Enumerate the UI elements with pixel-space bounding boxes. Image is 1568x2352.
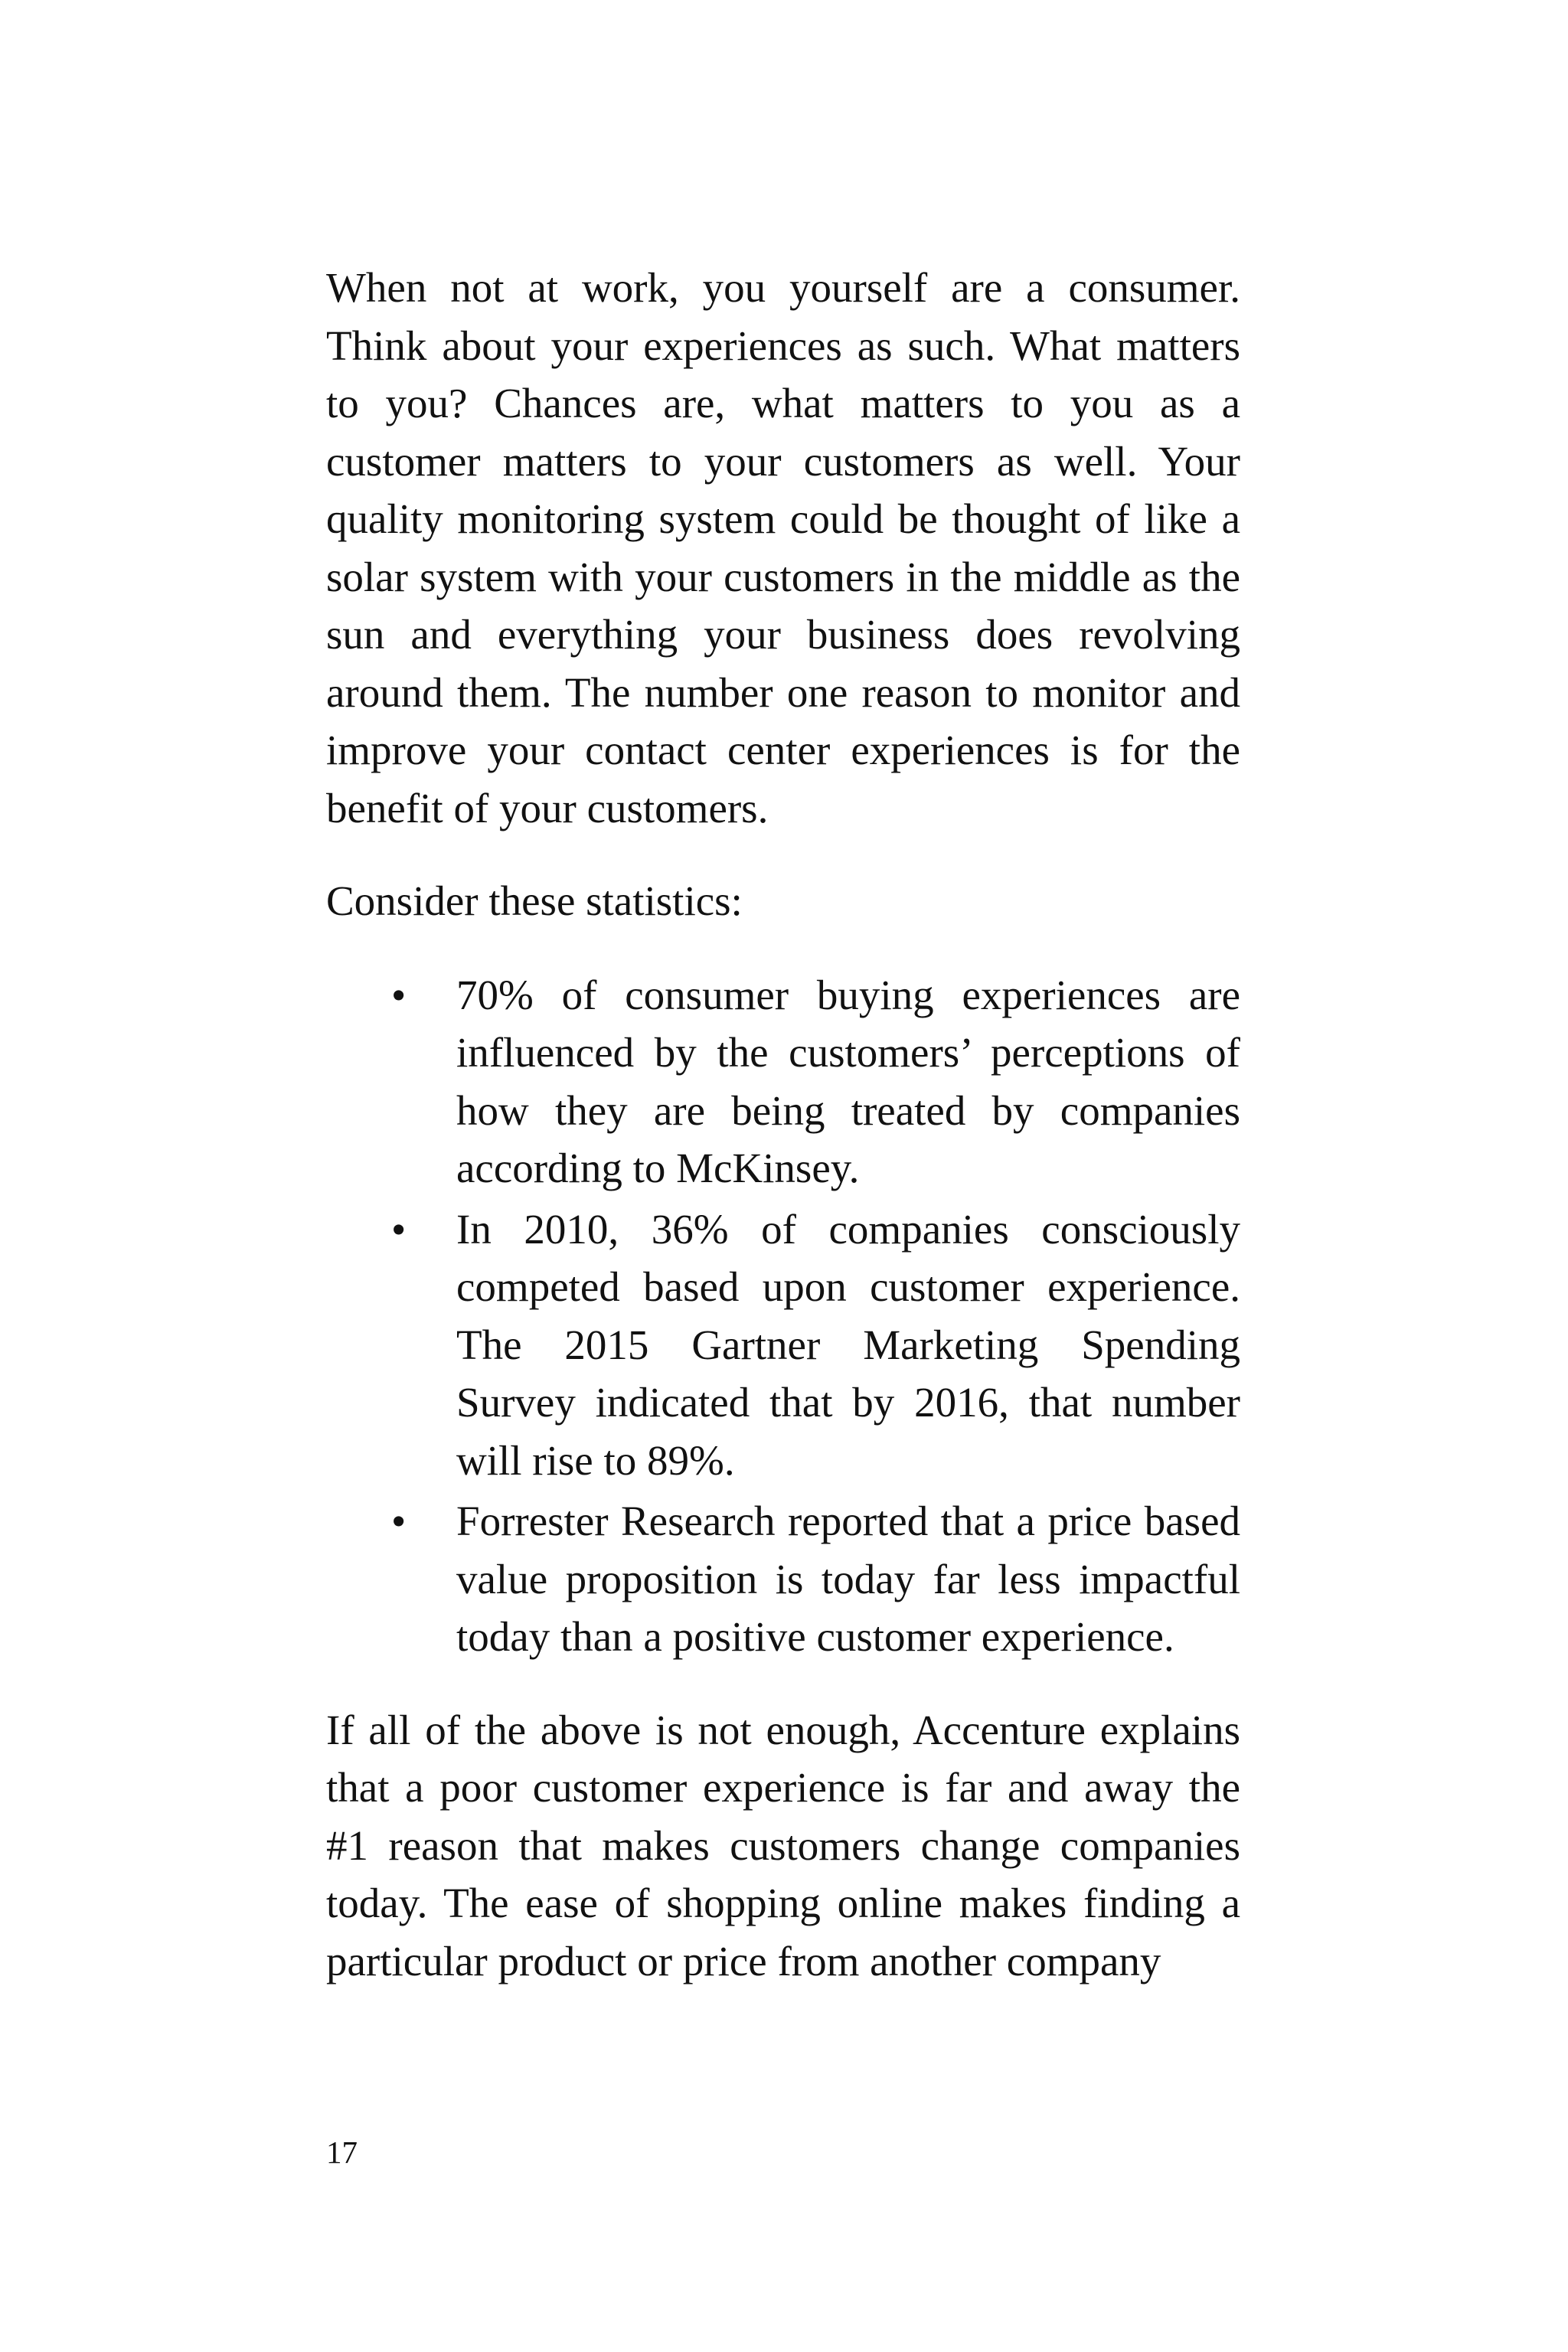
statistic-item-mckinsey bbox=[326, 966, 1240, 1197]
statistics-intro: Consider these statistics: bbox=[326, 877, 743, 924]
body-paragraph-accenture: If all of the above is not enough, Accenture explains that a poor customer experience is far and away the #1 reason that makes customers change companies today. The ease of shopping online makes finding a particular product or price from another company bbox=[326, 1706, 1240, 1984]
statistic-item-forrester bbox=[326, 1492, 1240, 1666]
page-content bbox=[326, 259, 1240, 1990]
bullet-icon: • bbox=[391, 1205, 407, 1253]
body-paragraph-consumer-experience: When not at work, you yourself are a consumer. Think about your experiences as such. What matters to you? Chances are, what matters to you as a customer matters to your customers as well. Your quality monitoring system could be thought of like a solar system with your customers in the middle as the sun and everything your business does revolving around them. The number one reason to monitor and improve your contact center experiences is for the benefit of your customers. bbox=[326, 264, 1240, 831]
statistics-list bbox=[326, 966, 1240, 1666]
statistic-item-gartner bbox=[326, 1200, 1240, 1490]
statistic-text: 70% of consumer buying experiences are influenced by the customers’ perceptions of how they are being treated by companies according to McKinsey. bbox=[456, 971, 1240, 1191]
page-number: 17 bbox=[326, 2135, 358, 2170]
bullet-icon: • bbox=[391, 1498, 407, 1544]
statistic-text: In 2010, 36% of companies consciously competed based upon customer experience. The 2015 Gartner Marketing Spending Survey indicated that by 2016, that number will rise to 89%. bbox=[456, 1205, 1240, 1484]
bullet-icon: • bbox=[391, 971, 407, 1018]
statistic-text: Forrester Research reported that a price based value proposition is today far less impactful today than a positive customer experience. bbox=[456, 1498, 1240, 1660]
